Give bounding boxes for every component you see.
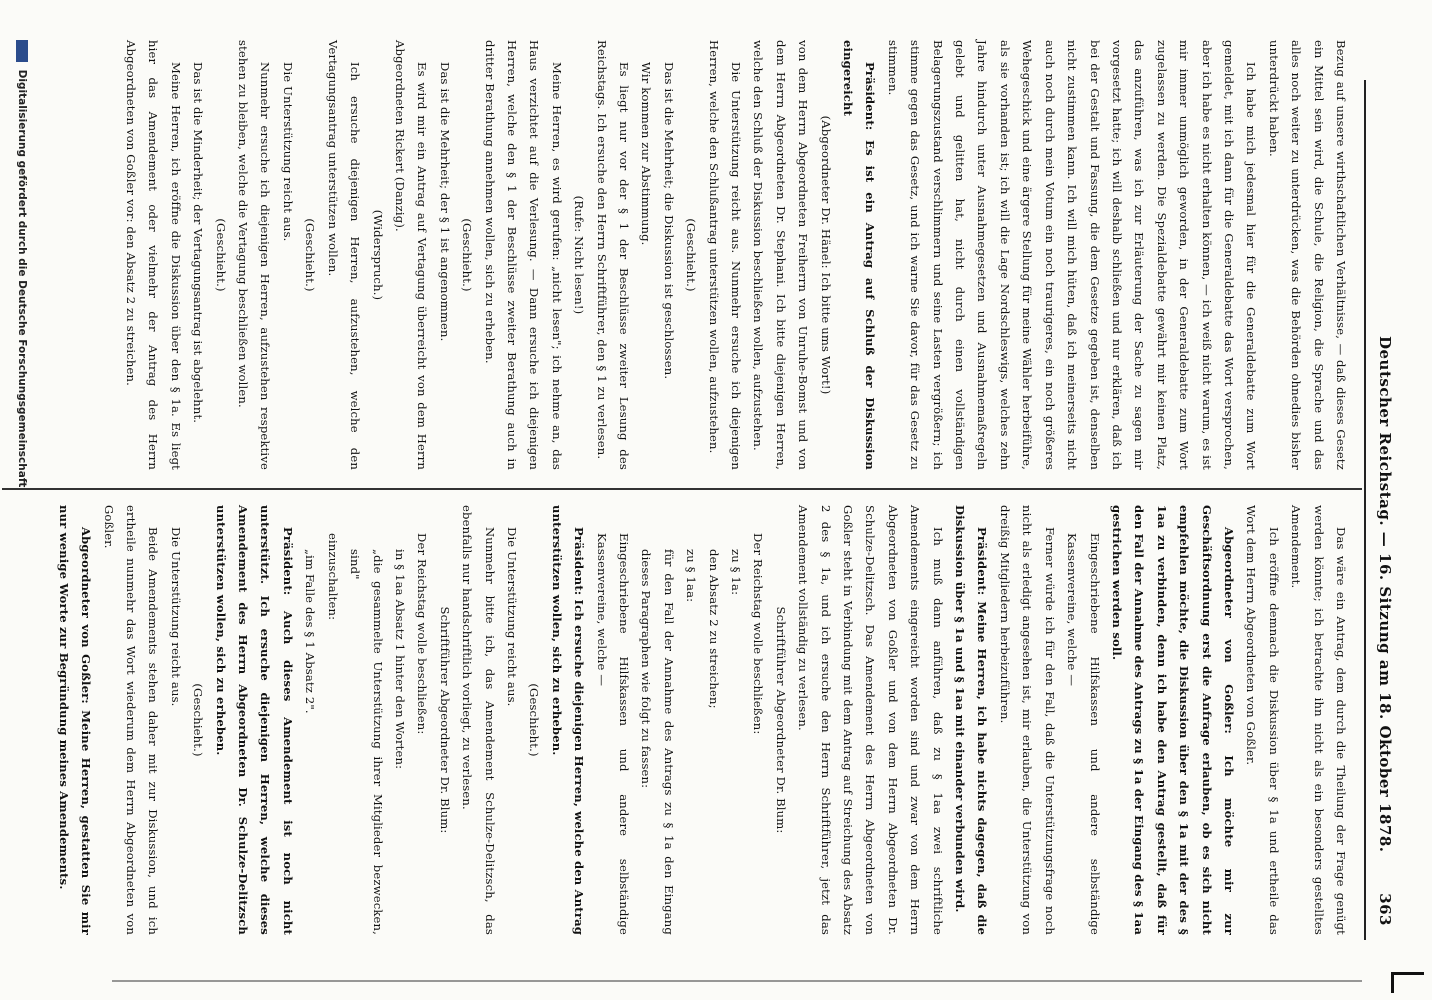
header-rule: [1364, 80, 1366, 940]
stage-direction: (Rufe: Nicht lesen!): [572, 195, 587, 315]
speaker-heading: Schriftführer Abgeordneter Dr. Blum:: [437, 606, 452, 834]
stage-direction: (Geschieht.): [460, 218, 475, 292]
crop-mark-icon: [1391, 972, 1424, 993]
speaker-paragraph: Präsident: Auch dieses Amendement ist noch nicht unterstützt. Ich ersuche diejenigen Herren, welche dieses Amendement des Herrn Abgeordneten Dr. Schulze-Delitzsch unterstützen wollen, sich zu erheben.: [213, 505, 295, 935]
motion-line: „die gesammelte Unterstützung ihrer Mitglieder bezwecken, sind": [348, 549, 385, 935]
paragraph: von dem Herrn Abgeordneten Freiherrn von Unruhe-Bomst und von dem Herrn Abgeordneten Dr. Stephani. Ich bitte diejenigen Herren, welche den Schluß der Diskussion beschließen wollen, aufzustehen.: [751, 40, 811, 470]
paragraph: Nunmehr ersuche ich diejenigen Herren, aufzustehen respektive stehen zu bleiben, welche die Vertagung beschließen wollen.: [236, 40, 273, 470]
motion-line: zu § 1a:: [729, 549, 744, 596]
motion-line: für den Fall der Annahme des Antrags zu § 1a den Eingang dieses Paragraphen wie folgt zu fassen:: [639, 549, 676, 935]
paragraph: Ich ersuche diejenigen Herren, aufzustehen, welche den Vertagungsantrag unterstützen wollen.: [325, 40, 363, 470]
digitization-credit: [16, 40, 28, 487]
motion-line: in § 1aa Absatz 1 hinter den Worten:: [392, 549, 407, 770]
speaker-paragraph: Präsident: Meine Herren, ich habe nichts dagegen, daß die Diskussion über § 1a und § 1aa mit einander verbunden wird.: [953, 505, 990, 935]
paragraph: Das ist die Minderheit; der Vertagungsantrag ist abgelehnt.: [191, 62, 206, 424]
dfg-logo-icon: [16, 40, 28, 62]
paragraph: Die Unterstützung reicht aus.: [280, 62, 295, 242]
paragraph: Nunmehr bitte ich, das Amendement Schulze-Delitzsch, das ebenfalls nur handschriftlich vorliegt, zu verlesen.: [460, 505, 497, 935]
speaker-paragraph: Präsident: Ich ersuche diejenigen Herren, welche den Antrag unterstützen wollen, sich zu erheben.: [549, 505, 587, 935]
paragraph: Ich habe mich jedesmal hier für die Generaldebatte zum Wort gemeldet, mit ich dann für die Generaldebatte das Wort versprochen, aber ich habe es nicht erhalten können, — ich weiß nicht warum, es ist mir immer unmöglich geworden, in der Generaldebatte zum Wort zugelassen zu werden. Die Spezialdebatte gewährt mir keinen Platz, das anzuführen, was ich zur Erläuterung der Sache zu sagen mir vorgesetzt hatte; ich will deshalb schließen und nur erklären, daß ich bei der Gestalt und Fassung, die dem Gesetze gegeben ist, denselben nicht zustimmen kann. Ich will mich hüten, daß ich meinerseits nicht auch noch durch mein Votum ein noch traurigeres, ein noch größeres Wehegeschick und eine ärgere Stellung für meine Wähler herbeiführe, als sie vorhanden ist; ich will die Lage Nordschleswigs, welches zehn Jahre hindurch unter Ausnahmegesetzen und Ausnahmemaßregeln gelebt und gelitten hat, nicht durch einen vollständigen Belagerungszustand verschlimmern und seine Lasten vergrößern; ich stimme gegen das Gesetz, und ich warne Sie davor, für das Gesetz zu stimmen.: [885, 40, 1259, 470]
paragraph: Ich muß dann anführen, daß zu § 1aa zwei schriftliche Amendements eingereicht worden sind und zwar von dem Herrn Abgeordneten von Goßler und von dem Herrn Abgeordneten Dr. Schulze-Delitzsch. Das Amendement des Herrn Abgeordneten von Goßler steht in Verbindung mit dem Antrag auf Streichung des Absatz 2 des § 1a, und ich ersuche den Herrn Schriftführer, jetzt das Amendement vollständig zu verlesen.: [796, 505, 945, 935]
paragraph: Das wäre ein Antrag, dem durch die Theilung der Frage genügt werden könnte; ich betrachte ihn nicht als ein besonders gestelltes Amendement.: [1289, 505, 1348, 935]
paragraph: Es liegt nur vor der § 1 der Beschlüsse zweiter Lesung des Reichstags. Ich ersuche den Herrn Schriftführer, den § 1 zu verlesen.: [594, 40, 631, 470]
credit-text: Digitalisierung gefördert durch die Deutsche Forschungsgemeinschaft: [16, 69, 28, 488]
motion-line: „im Falle des § 1 Absatz 2".: [303, 549, 318, 714]
motion-line: den Absatz 2 zu streichen;: [706, 549, 721, 709]
stage-direction: (Geschieht.): [684, 218, 699, 292]
speaker-paragraph: Präsident: Es ist ein Antrag auf Schluß der Diskussion eingereicht: [841, 40, 878, 470]
stage-direction: (Geschieht.): [213, 218, 228, 292]
page-number: 363: [1376, 893, 1394, 926]
stage-direction: (Widerspruch.): [370, 209, 385, 301]
quotation: Eingeschriebene Hilfskassen und andere selbständige Kassenvereine, welche —: [594, 533, 631, 935]
paragraph: Meine Herren, es wird gerufen: „nicht lesen"; ich nehme an, das Haus verzichtet auf die Verlesung. — Dann ersuche ich diejenigen Herren, welche den § 1 der Beschlüsse zweiter Berathung auch in dritter Berathung annehmen wollen, sich zu erheben.: [482, 40, 564, 470]
paragraph: Die Unterstützung reicht aus.: [168, 527, 183, 707]
paragraph: Ferner würde ich für den Fall, daß die Unterstützungsfrage noch nicht als erledigt angesehen ist, mir erlauben, die Unterstützung von dreißig Mitgliedern herbeizuführen.: [997, 505, 1057, 935]
paragraph: Das ist die Mehrheit; der § 1 ist angenommen.: [437, 62, 452, 342]
motion-line: zu § 1aa:: [684, 549, 699, 603]
paragraph: Das ist die Mehrheit; die Diskussion ist geschlossen.: [661, 62, 676, 380]
paragraph: Ich eröffne demnach die Diskussion über § 1a und ertheile das Wort dem Herrn Abgeordneten von Goßler.: [1244, 505, 1281, 935]
motion-line: Der Reichstag wolle beschließen:: [751, 533, 766, 735]
paragraph: Meine Herren, ich eröffne die Diskussion über den § 1a. Es liegt hier das Amendement oder vielmehr der Antrag des Herrn Abgeordneten von Goßler vor: den Absatz 2 zu streichen.: [124, 40, 183, 470]
paragraph: Die Unterstützung reicht aus.: [504, 527, 519, 707]
stage-direction: (Geschieht.): [527, 683, 542, 757]
binding-edge: [1362, 964, 1432, 1000]
paragraph: Es wird mir ein Antrag auf Vertagung überreicht von dem Herrn Abgeordneten Rickert (Danzig).: [392, 40, 430, 470]
running-header: [1368, 26, 1394, 926]
binding-shadow: [112, 980, 1362, 982]
interjection: (Abgeordneter Dr. Hänel: Ich bitte ums Wort!): [818, 115, 833, 395]
stage-direction: (Geschieht.): [191, 683, 206, 757]
right-column: [52, 505, 1352, 935]
motion-line: einzuschalten:: [325, 533, 340, 621]
speaker-paragraph: Abgeordneter von Goßler: Ich möchte mir zur Geschäftsordnung erst die Anfrage erlauben, ob es sich nicht empfehlen möchte, die Diskussion über den § 1a mit der des § 1aa zu verbinden, denn ich habe den Antrag gestellt, daß für den Fall der Annahme des Antrags zu § 1a der Eingang des § 1aa gestrichen werden soll.: [1109, 505, 1236, 935]
stage-direction: (Geschieht.): [303, 218, 318, 292]
header-title: Deutscher Reichstag. — 16. Sitzung am 18. Oktober 1878.: [1376, 336, 1394, 853]
column-divider: [2, 488, 1362, 490]
quotation: Eingeschriebene Hilfskassen und andere selbständige Kassenvereine, welche —: [1065, 533, 1102, 935]
speaker-paragraph: Abgeordneter von Goßler: Meine Herren, gestatten Sie mir nur wenige Worte zur Begründung meines Amendements.: [56, 505, 94, 935]
motion-line: Der Reichstag wolle beschließen:: [415, 533, 430, 735]
left-column: [120, 40, 1352, 470]
paragraph: Bezug auf unsere wirthschaftlichen Verhältnisse, — daß dieses Gesetz ein Mittel sein wird, die Schule, die Religion, die Sprache und das alles noch weiter zu unterdrücken, was die Behörden ohnedies bisher unterdrückt haben.: [1266, 40, 1348, 470]
speaker-heading: Schriftführer Abgeordneter Dr. Blum:: [773, 606, 788, 834]
paragraph: Wir kommen zur Abstimmung.: [639, 62, 654, 246]
paragraph: Beide Amendements stehen daher mit zur Diskussion, und ich ertheile nunmehr das Wort wiederum dem Herrn Abgeordneten von Goßler.: [101, 505, 161, 935]
paragraph: Die Unterstützung reicht aus. Nunmehr ersuche ich diejenigen Herren, welche den Schlußantrag unterstützen wollen, aufzustehen.: [706, 40, 744, 470]
